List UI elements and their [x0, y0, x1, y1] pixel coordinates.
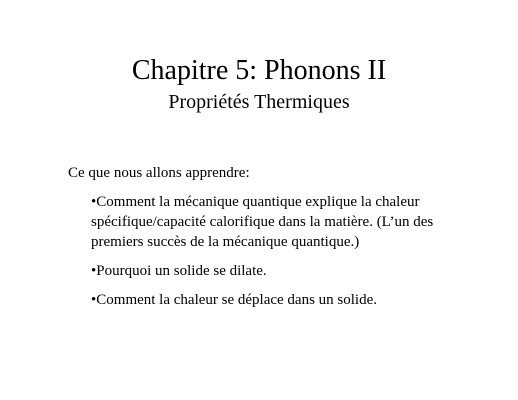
bullet-item — [91, 261, 471, 281]
bullet-icon: • — [91, 194, 97, 210]
bullet-icon: • — [91, 263, 97, 279]
bullet-text: Pourquoi un solide se dilate. — [96, 263, 267, 279]
bullet-text: Comment la mécanique quantique explique la chaleur spécifique/capacité calorifique dans la matière. (L’un des premiers succès de la mécanique quantique.) — [91, 194, 434, 250]
bullet-item — [91, 192, 471, 252]
slide-subtitle: Propriétés Thermiques — [168, 91, 350, 113]
slide-title: Chapitre 5: Phonons II — [131, 55, 387, 86]
intro-text: Ce que nous allons apprendre: — [68, 165, 250, 181]
bullet-icon: • — [91, 292, 97, 308]
bullet-item — [91, 290, 471, 310]
bullet-text: Comment la chaleur se déplace dans un solide. — [96, 292, 378, 308]
bullet-list — [91, 192, 471, 319]
